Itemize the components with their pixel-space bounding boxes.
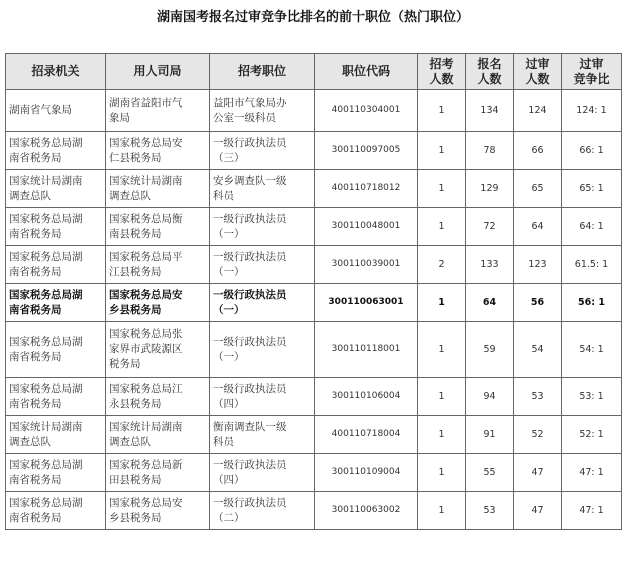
cell-dept-line: 国家税务总局江 [109, 382, 183, 395]
header-ratio [562, 54, 622, 90]
cell-position [210, 132, 315, 170]
cell-dept [106, 246, 210, 284]
cell-org-line: 南省税务局 [9, 511, 62, 524]
cell-org-line: 国家税务总局湖 [9, 382, 83, 395]
header-row [6, 54, 622, 90]
cell-passed: 56 [514, 284, 562, 322]
cell-dept-line: 永县税务局 [109, 397, 162, 410]
cell-org-line: 南省税务局 [9, 265, 62, 278]
cell-passed: 66 [514, 132, 562, 170]
cell-applied: 53 [466, 492, 514, 530]
cell-org [6, 322, 106, 378]
cell-applied: 134 [466, 90, 514, 132]
header-recruit [418, 54, 466, 90]
cell-org-line: 南省税务局 [9, 303, 62, 316]
cell-position-line: 一级行政执法员 [213, 382, 287, 395]
cell-dept-line: 国家税务总局衡 [109, 212, 183, 225]
cell-dept [106, 90, 210, 132]
cell-position [210, 492, 315, 530]
cell-code: 300110109004 [315, 454, 418, 492]
table-row [6, 454, 622, 492]
cell-position-line: （一） [213, 227, 245, 240]
cell-org-line: 国家税务总局湖 [9, 250, 83, 263]
cell-org-line: 国家税务总局湖 [9, 212, 83, 225]
header-ratio-line: 过审 [579, 56, 604, 71]
header-recruit-line: 招考 [429, 56, 454, 71]
cell-code: 300110063001 [315, 284, 418, 322]
cell-dept [106, 378, 210, 416]
cell-org [6, 284, 106, 322]
cell-org [6, 208, 106, 246]
cell-dept-line: 国家税务总局新 [109, 458, 183, 471]
cell-code: 400110718012 [315, 170, 418, 208]
cell-position [210, 90, 315, 132]
header-recruit-line: 人数 [429, 71, 454, 86]
cell-recruit: 1 [418, 416, 466, 454]
cell-applied: 55 [466, 454, 514, 492]
table-row [6, 416, 622, 454]
cell-code: 300110097005 [315, 132, 418, 170]
cell-dept-line: 仁县税务局 [109, 151, 162, 164]
cell-position-line: 衡南调查队一级 [213, 420, 287, 433]
cell-dept-line: 国家税务总局安 [109, 288, 183, 301]
cell-dept-line: 湖南省益阳市气 [109, 96, 183, 109]
cell-position-line: 公室一级科员 [213, 111, 276, 124]
header-applied-line: 报名 [477, 56, 502, 71]
cell-org-line: 湖南省气象局 [9, 104, 72, 116]
cell-dept [106, 416, 210, 454]
cell-passed: 52 [514, 416, 562, 454]
cell-ratio: 47: 1 [562, 492, 622, 530]
cell-position-line: （一） [213, 265, 245, 278]
cell-recruit: 1 [418, 454, 466, 492]
table-row [6, 284, 622, 322]
cell-passed: 53 [514, 378, 562, 416]
table-row [6, 322, 622, 378]
cell-org-line: 国家税务总局湖 [9, 136, 83, 149]
cell-dept-line: 国家税务总局平 [109, 250, 183, 263]
cell-position-line: 科员 [213, 189, 234, 202]
cell-dept-line: 家界市武陵源区 [109, 343, 183, 355]
cell-dept-line: 江县税务局 [109, 265, 162, 278]
cell-code: 300110106004 [315, 378, 418, 416]
cell-org-line: 南省税务局 [9, 473, 62, 486]
cell-position-line: 一级行政执法员 [213, 288, 287, 301]
table-row [6, 90, 622, 132]
cell-position [210, 454, 315, 492]
cell-org-line: 南省税务局 [9, 397, 62, 410]
table-row [6, 246, 622, 284]
cell-position-line: 一级行政执法员 [213, 496, 287, 509]
cell-passed: 47 [514, 454, 562, 492]
cell-org-line: 国家税务总局湖 [9, 496, 83, 509]
cell-position-line: （三） [213, 151, 245, 164]
cell-org-line: 调查总队 [9, 435, 51, 448]
cell-position [210, 246, 315, 284]
cell-dept [106, 492, 210, 530]
cell-code: 300110063002 [315, 492, 418, 530]
cell-recruit: 1 [418, 170, 466, 208]
cell-code: 400110718004 [315, 416, 418, 454]
table-row [6, 492, 622, 530]
cell-position-line: 安乡调查队一级 [213, 174, 287, 187]
cell-position-line: （一） [213, 303, 245, 316]
cell-dept [106, 322, 210, 378]
cell-dept-line: 国家统计局湖南 [109, 174, 183, 187]
cell-org-line: 国家税务总局湖 [9, 458, 83, 471]
cell-position-line: （一） [213, 350, 245, 363]
cell-dept-line: 象局 [109, 111, 130, 124]
cell-position-line: 一级行政执法员 [213, 136, 287, 149]
cell-dept-line: 乡县税务局 [109, 511, 162, 524]
header-code: 职位代码 [315, 54, 418, 90]
header-passed [514, 54, 562, 90]
cell-recruit: 2 [418, 246, 466, 284]
header-dept: 用人司局 [106, 54, 210, 90]
cell-position [210, 378, 315, 416]
header-ratio-line: 竞争比 [573, 71, 610, 86]
cell-dept-line: 税务局 [109, 358, 141, 370]
cell-org [6, 90, 106, 132]
table-row [6, 378, 622, 416]
table-row [6, 170, 622, 208]
header-org: 招录机关 [6, 54, 106, 90]
cell-applied: 72 [466, 208, 514, 246]
cell-code: 300110048001 [315, 208, 418, 246]
cell-position [210, 208, 315, 246]
cell-position-line: 科员 [213, 435, 234, 448]
cell-applied: 59 [466, 322, 514, 378]
cell-dept-line: 调查总队 [109, 435, 151, 448]
cell-org-line: 国家统计局湖南 [9, 174, 83, 187]
cell-recruit: 1 [418, 208, 466, 246]
cell-code: 400110304001 [315, 90, 418, 132]
cell-dept-line: 国家税务总局安 [109, 496, 183, 509]
cell-position-line: （四） [213, 397, 245, 410]
table-row [6, 132, 622, 170]
cell-passed: 54 [514, 322, 562, 378]
cell-passed: 123 [514, 246, 562, 284]
header-position: 招考职位 [210, 54, 315, 90]
cell-position-line: 一级行政执法员 [213, 250, 287, 263]
cell-passed: 65 [514, 170, 562, 208]
cell-applied: 133 [466, 246, 514, 284]
header-applied [466, 54, 514, 90]
table-body [6, 90, 622, 530]
cell-position [210, 284, 315, 322]
cell-recruit: 1 [418, 284, 466, 322]
cell-dept-line: 田县税务局 [109, 473, 162, 486]
cell-dept [106, 170, 210, 208]
cell-org [6, 378, 106, 416]
cell-org [6, 454, 106, 492]
cell-dept-line: 南县税务局 [109, 227, 162, 240]
cell-dept [106, 132, 210, 170]
cell-position-line: （四） [213, 473, 245, 486]
cell-code: 300110118001 [315, 322, 418, 378]
header-passed-line: 人数 [525, 71, 550, 86]
cell-position-line: 一级行政执法员 [213, 458, 287, 471]
cell-recruit: 1 [418, 90, 466, 132]
cell-position [210, 416, 315, 454]
cell-org-line: 南省税务局 [9, 227, 62, 240]
cell-ratio: 53: 1 [562, 378, 622, 416]
cell-passed: 64 [514, 208, 562, 246]
cell-applied: 64 [466, 284, 514, 322]
cell-ratio: 61.5: 1 [562, 246, 622, 284]
cell-position-line: 益阳市气象局办 [213, 96, 287, 109]
cell-position-line: 一级行政执法员 [213, 212, 287, 225]
cell-applied: 91 [466, 416, 514, 454]
cell-org [6, 170, 106, 208]
cell-org-line: 调查总队 [9, 189, 51, 202]
cell-org-line: 南省税务局 [9, 350, 62, 363]
cell-code: 300110039001 [315, 246, 418, 284]
cell-dept-line: 调查总队 [109, 189, 151, 202]
cell-ratio: 56: 1 [562, 284, 622, 322]
cell-dept [106, 454, 210, 492]
cell-ratio: 47: 1 [562, 454, 622, 492]
cell-position-line: 一级行政执法员 [213, 335, 287, 348]
cell-org [6, 492, 106, 530]
table-row [6, 208, 622, 246]
cell-applied: 94 [466, 378, 514, 416]
cell-dept-line: 国家税务总局张 [109, 328, 183, 340]
cell-position [210, 170, 315, 208]
cell-recruit: 1 [418, 322, 466, 378]
cell-passed: 124 [514, 90, 562, 132]
cell-ratio: 52: 1 [562, 416, 622, 454]
cell-applied: 78 [466, 132, 514, 170]
cell-ratio: 54: 1 [562, 322, 622, 378]
cell-dept-line: 乡县税务局 [109, 303, 162, 316]
cell-recruit: 1 [418, 132, 466, 170]
header-applied-line: 人数 [477, 71, 502, 86]
cell-org-line: 南省税务局 [9, 151, 62, 164]
cell-org [6, 246, 106, 284]
cell-position-line: （二） [213, 511, 245, 524]
cell-dept-line: 国家税务总局安 [109, 136, 183, 149]
cell-org-line: 国家税务总局湖 [9, 288, 83, 301]
cell-position [210, 322, 315, 378]
cell-ratio: 65: 1 [562, 170, 622, 208]
cell-passed: 47 [514, 492, 562, 530]
cell-recruit: 1 [418, 492, 466, 530]
page-title: 湖南国考报名过审竞争比排名的前十职位（热门职位） [156, 10, 469, 25]
header-passed-line: 过审 [525, 56, 550, 71]
cell-recruit: 1 [418, 378, 466, 416]
cell-dept [106, 208, 210, 246]
ranking-table [5, 53, 622, 530]
cell-dept-line: 国家统计局湖南 [109, 420, 183, 433]
cell-ratio: 124: 1 [562, 90, 622, 132]
cell-org [6, 132, 106, 170]
cell-ratio: 66: 1 [562, 132, 622, 170]
cell-ratio: 64: 1 [562, 208, 622, 246]
cell-org-line: 国家统计局湖南 [9, 420, 83, 433]
cell-applied: 129 [466, 170, 514, 208]
cell-org [6, 416, 106, 454]
cell-org-line: 国家税务总局湖 [9, 335, 83, 348]
cell-dept [106, 284, 210, 322]
